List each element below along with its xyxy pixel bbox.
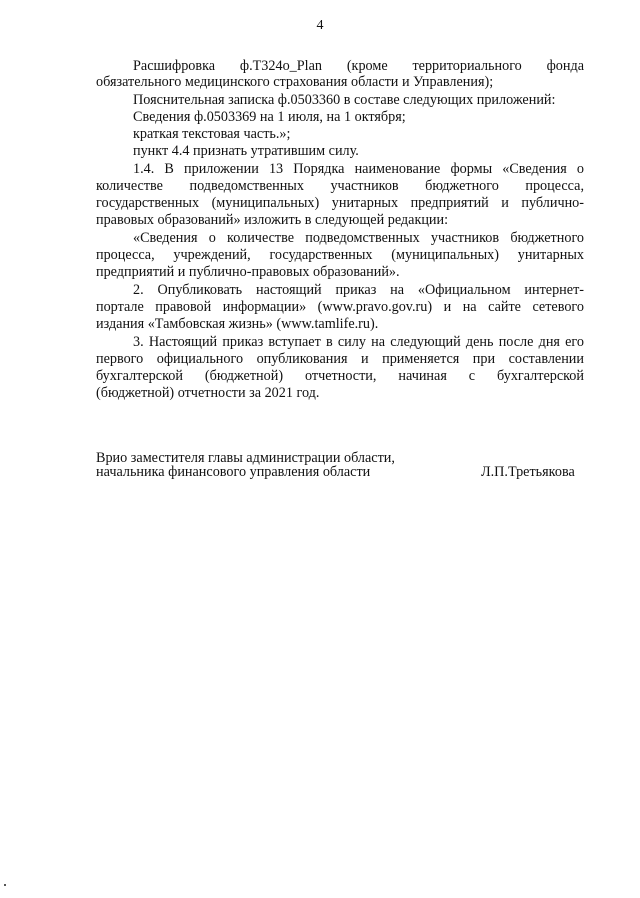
paragraph-line: первого официального опубликования и применяется при составлении [96,351,584,367]
signatory-position: начальника финансового управления области [96,464,371,480]
paragraph-line: предприятий и публично-правовых образований». [96,264,400,280]
paragraph-line: государственных (муниципальных) унитарных предприятий и публично- [96,195,584,211]
paragraph-line: «Сведения о количестве подведомственных участников бюджетного [133,230,584,246]
paragraph-line: 3. Настоящий приказ вступает в силу на следующий день после дня его [133,334,584,350]
paragraph-line: Пояснительная записка ф.0503360 в составе следующих приложений: [133,92,556,108]
paragraph-line: количестве подведомственных участников бюджетного процесса, [96,178,584,194]
paragraph-line: бухгалтерской (бюджетной) отчетности, начиная с бухгалтерской [96,368,584,384]
paragraph-line: обязательного медицинского страхования области и Управления); [96,74,494,90]
signatory-position: Врио заместителя главы администрации области, [96,450,395,466]
paragraph-line: портале правовой информации» (www.pravo.gov.ru) и на сайте сетевого [96,299,584,315]
signatory-name: Л.П.Третьякова [481,464,575,480]
paragraph-line: Сведения ф.0503369 на 1 июля, на 1 октября; [133,109,406,125]
scan-artifact [4,884,6,886]
page-number: 4 [316,18,324,33]
paragraph-line: издания «Тамбовская жизнь» (www.tamlife.ru). [96,316,379,332]
paragraph-line: краткая текстовая часть.»; [133,126,291,142]
paragraph-line: (бюджетной) отчетности за 2021 год. [96,385,320,401]
paragraph-line: Расшифровка ф.Т324о_Plan (кроме территориального фонда [133,58,584,74]
paragraph-line: процесса, учреждений, государственных (муниципальных) унитарных [96,247,584,263]
paragraph-line: пункт 4.4 признать утратившим силу. [133,143,359,159]
paragraph-line: 1.4. В приложении 13 Порядка наименование формы «Сведения о [133,161,584,177]
paragraph-line: правовых образований» изложить в следующей редакции: [96,212,449,228]
paragraph-line: 2. Опубликовать настоящий приказ на «Официальном интернет- [133,282,584,298]
